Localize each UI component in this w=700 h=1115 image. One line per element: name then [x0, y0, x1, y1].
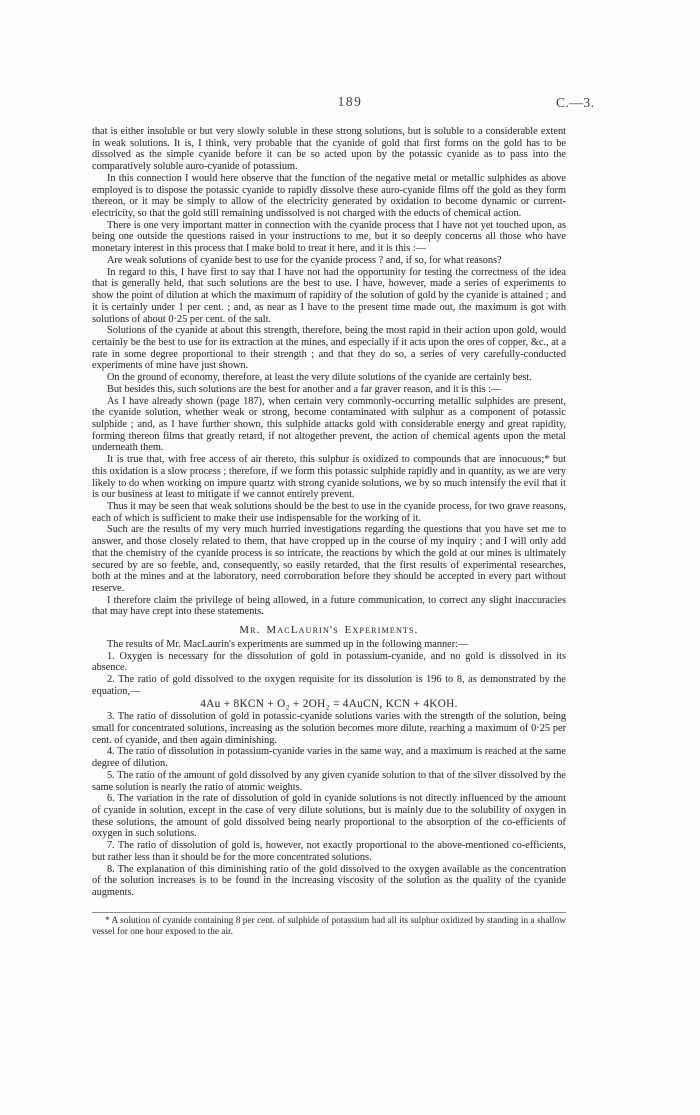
page-number: 189: [337, 94, 363, 109]
body-paragraph: But besides this, such solutions are the best for another and a far graver reason, and it is this :—: [107, 383, 502, 395]
body-paragraph: 7. The ratio of dissolution of gold is, however, not exactly proportional to the above-mentioned co-efficients, but rather less than it should be for the more concentrated solutions.: [92, 840, 566, 863]
chemical-equation: 4Au + 8KCN + O₂ + 2OH₂ = 4AuCN, KCN + 4KOH.: [200, 697, 458, 710]
body-paragraph: 5. The ratio of the amount of gold dissolved by any given cyanide solution to that of the silver dissolved by the same solution is nearly the ratio of atomic weights.: [92, 769, 566, 793]
body-paragraph: In this connection I would here observe that the function of the negative metal or metallic sulphides as above employed is to dispose the potassic cyanide to rapidly dissolve these auro-cyanide films off the gold as they form thereon, or it may be simply to allow of the electricity generated by oxidation to become dynamic or current-electricity, so that the gold still remaining undissolved is not charged with the educts of chemical action.: [92, 172, 566, 220]
body-paragraph: Are weak solutions of cyanide best to use for the cyanide process ? and, if so, for what reasons?: [107, 254, 502, 266]
body-paragraph: The results of Mr. MacLaurin's experiments are summed up in the following manner:—: [107, 638, 469, 650]
body-paragraph: In regard to this, I have first to say that I have not had the opportunity for testing the correctness of the idea that is generally held, that such solutions are the best to use. I have, however, made a series of experiments to show the point of dilution at which the maximum of rapidity of the solution of gold by the cyanide is attained ; and it is certainly under 1 per cent. ; and, as near as I have to the present time made out, the maximum is got with solutions of about 0·25 per cent. of the salt.: [92, 266, 566, 325]
body-paragraph: that is either insoluble or but very slowly soluble in these strong solutions, but is soluble to a considerable extent in weak solutions. It is, I think, very probable that the cyanide of gold that first forms on the gold has to be dissolved as the simple cyanide before it can be so acted upon by the potassic cyanide as to pass into the comparatively soluble auro-cyanide of potassium.: [92, 126, 566, 173]
body-paragraph: Thus it may be seen that weak solutions should be the best to use in the cyanide process, for two grave reasons, each of which is sufficient to make their use indispensable for the working of it.: [92, 501, 566, 524]
body-paragraph: 2. The ratio of gold dissolved to the oxygen requisite for its dissolution is 196 to 8, as demonstrated by the equation,—: [92, 674, 566, 697]
body-paragraph: Solutions of the cyanide at about this strength, therefore, being the most rapid in their action upon gold, would certainly be the best to use for its extraction at the mines, and especially if it acts upon the ores of copper, &c., at a rate in some degree proportional to their strength ; and that they do so, a series of very carefully-conducted experiments of mine have just shown.: [92, 325, 566, 372]
body-paragraph: 4. The ratio of dissolution in potassium-cyanide varies in the same way, and a maximum is reached at the same degree of dilution.: [92, 746, 566, 770]
body-paragraph: There is one very important matter in connection with the cyanide process that I have not yet touched upon, as being one outside the questions raised in your instructions to me, but it so deeply concerns all those who have monetary interest in this process that I make bold to treat it here, and it is this :—: [92, 219, 566, 255]
body-paragraph: 8. The explanation of this diminishing ratio of the gold dissolved to the oxygen available as the concentration of the solution increases is to be found in the increasing viscosity of the solution as the quality of the cyanide augments.: [92, 863, 566, 898]
body-paragraph: Such are the results of my very much hurried investigations regarding the questions that you have set me to answer, and those closely related to them, that have cropped up in the course of my inquiry ; and I will only add that the chemistry of the cyanide process is so intricate, the reactions by which the gold at our mines is ultimately secured by are so feeble, and, consequently, so easily retarded, that the first results of experimental researches, both at the mines and at the laboratory, need corroboration before they should be accepted in every part without reserve.: [92, 524, 566, 595]
section-heading: Mr. MacLaurin's Experiments.: [239, 624, 419, 637]
footnote: * A solution of cyanide containing 8 per cent. of sulphide of potassium had all its sulphur oxidized by standing in a shallow vessel for one hour exposed to the air.: [92, 915, 566, 937]
body-paragraph: I therefore claim the privilege of being allowed, in a future communication, to correct any slight inaccuracies that may have crept into these statements.: [92, 594, 566, 618]
body-text: [92, 126, 566, 938]
body-paragraph: As I have already shown (page 187), when certain very commonly-occurring metallic sulphides are present, the cyanide solution, whether weak or strong, become contaminated with sulphur as a component of potassic sulphide ; and, as I have further shown, this sulphide attacks gold with considerable energy and great rapidity, forming thereon films that greatly retard, if not altogether prevent, the action of chemical agents upon the metal underneath them.: [92, 395, 566, 454]
footnote-rule: [92, 912, 566, 913]
body-paragraph: 6. The variation in the rate of dissolution of gold in cyanide solutions is not directly influenced by the amount of cyanide in solution, except in the case of very dilute solutions, but is mainly due to the solubility of oxygen in these solutions, the amount of gold dissolved being nearly proportional to the absorption of the co-efficients of oxygen in such solutions.: [92, 793, 566, 840]
body-paragraph: 3. The ratio of dissolution of gold in potassic-cyanide solutions varies with the strength of the solution, being small for concentrated solutions, increasing as the solution becomes more dilute, reaching a maximum of 0·25 per cent. of cyanide, and then again diminishing.: [92, 711, 566, 746]
body-paragraph: 1. Oxygen is necessary for the dissolution of gold in potassium-cyanide, and no gold is dissolved in its absence.: [92, 650, 566, 674]
body-paragraph: It is true that, with free access of air thereto, this sulphur is oxidized to compounds that are innocuous;* but this oxidation is a slow process ; therefore, if we form this potassic sulphide rapidly and in quantity, as we are very likely to do when working on impure quartz with strong cyanide solutions, we by so much intensify the evil that it is our business at least to mitigate if we cannot entirely prevent.: [92, 454, 566, 501]
corner-mark: C.—3.: [556, 95, 595, 110]
body-paragraph: On the ground of economy, therefore, at least the very dilute solutions of the cyanide are certainly best.: [107, 372, 532, 384]
